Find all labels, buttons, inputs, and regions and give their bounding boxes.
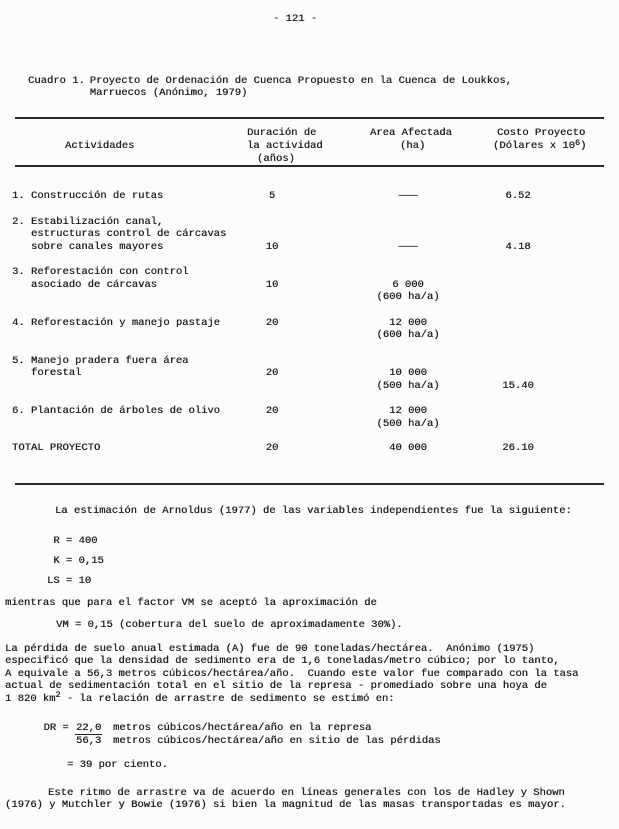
cell-area: 6 000 xyxy=(392,278,424,291)
cell-duration: 20 xyxy=(265,442,279,454)
cost-unit-text: (Dólares x 10 xyxy=(493,140,575,152)
text-line: Este ritmo de arrastre va de acuerdo en líneas generales con los de Hadley y Shown xyxy=(48,787,565,799)
column-header-cost-line1: Costo Proyecto xyxy=(497,127,586,139)
table-caption xyxy=(28,75,512,100)
cell-activity: 1. Construcción de rutas xyxy=(12,190,164,202)
paragraph-soil-loss xyxy=(5,643,617,705)
cell-activity: forestal xyxy=(12,367,82,379)
column-header-duration-line1: Duración de xyxy=(247,127,317,139)
paragraph-arnoldus-intro: La estimación de Arnoldus (1977) de las variables independientes fue la siguiente: xyxy=(55,505,572,517)
text-line: especificó que la densidad de sedimento era de 1,6 toneladas/metro cúbico; por lo tanto, xyxy=(5,655,560,668)
page-number: - 121 - xyxy=(272,13,318,25)
column-header-area-line2: (ha) xyxy=(400,140,426,152)
cell-cost: 15.40 xyxy=(502,379,534,392)
text-line: (1976) y Mutchler y Bowie (1976) si bien la magnitud de las masas transportadas es mayor. xyxy=(5,799,566,812)
column-header-area-line1: Area Afectada xyxy=(370,127,452,139)
dr-label: DR = xyxy=(43,722,75,734)
table-row-line xyxy=(12,354,604,368)
dr-fraction-grid xyxy=(5,722,617,748)
cell-activity: asociado de cárcavas xyxy=(12,278,157,291)
paragraph-vm-intro: mientras que para el factor VM se aceptó la aproximación de xyxy=(5,597,377,609)
cell-area: 40 000 xyxy=(389,442,427,454)
cell-duration: 10 xyxy=(265,240,279,253)
cell-activity: sobre canales mayores xyxy=(12,240,164,253)
table-caption-label: Cuadro 1. xyxy=(28,75,85,87)
text-line: Proyecto de Ordenación de Cuenca Propuesto en la Cuenca de Loukkos, xyxy=(89,75,512,87)
text-line: LS = 10 xyxy=(47,575,92,587)
table-row-line xyxy=(15,329,604,342)
cost-unit-close: ) xyxy=(580,140,587,152)
cell-activity: 3. Reforestación con control xyxy=(12,266,189,278)
dr-numerator: 22,0 xyxy=(76,722,102,734)
equation-block-rkls xyxy=(5,531,617,591)
cell-area: 10 000 xyxy=(389,367,427,379)
cell-duration: 5 xyxy=(268,190,276,202)
dr-unit-line2: metros cúbicos/hectárea/año en sitio de las pérdidas xyxy=(113,735,441,748)
text-line: actual de sedimentación total en el sitio de la represa - promediado sobre una hoya de xyxy=(5,680,547,693)
text-line: K = 0,15 xyxy=(47,555,104,567)
cell-area: (500 ha/a) xyxy=(376,417,440,430)
cell-cost: 4.18 xyxy=(505,240,531,253)
table-row-line xyxy=(12,278,604,292)
table-row-line xyxy=(12,228,604,241)
dr-unit-line1: metros cúbicos/hectárea/año en la represa xyxy=(113,722,372,734)
soil-km-text: 1 820 km xyxy=(5,692,56,705)
cell-duration: 20 xyxy=(265,367,279,379)
dr-result: = 39 por ciento. xyxy=(67,759,168,771)
text-line: A equivale a 56,3 metros cúbicos/hectárea/año. Cuando este valor fue comparado con la tasa xyxy=(5,667,579,680)
text-line: Marruecos (Anónimo, 1979) xyxy=(89,87,248,100)
table-row-line xyxy=(15,380,604,393)
table-row-line xyxy=(12,367,604,380)
cell-cost: 6.52 xyxy=(505,190,531,202)
equation-vm: VM = 0,15 (cobertura del suelo de aproximadamente 30%). xyxy=(56,619,403,631)
soil-km-rest: - la relación de arrastre de sedimento se estimó en: xyxy=(60,692,395,705)
cell-duration: 20 xyxy=(265,405,279,417)
column-header-cost-line2 xyxy=(493,137,587,152)
cell-cost: 26.10 xyxy=(502,442,534,454)
cost-exponent: 6 xyxy=(574,137,581,148)
paragraph-soil-loss-lines xyxy=(5,643,617,693)
text-line: R = 400 xyxy=(47,535,98,547)
cell-area: 12 000 xyxy=(389,316,427,329)
cell-area: (600 ha/a) xyxy=(376,329,440,341)
km-exponent: 2 xyxy=(55,690,61,701)
table-row-line xyxy=(15,418,604,431)
cell-activity: estructuras control de cárcavas xyxy=(12,228,227,240)
cell-area: ——— xyxy=(398,240,418,253)
column-header-duration-line2: la actividad xyxy=(247,140,323,152)
table-row-line xyxy=(12,316,604,330)
cell-activity: 6. Plantación de árboles de olivo xyxy=(12,405,220,417)
cell-area: ——— xyxy=(398,190,418,202)
table-row-line xyxy=(12,215,604,229)
cell-area: 12 000 xyxy=(389,405,427,417)
table-row-total xyxy=(12,442,604,455)
cell-area: (600 ha/a) xyxy=(376,291,440,303)
column-header-activities: Actividades xyxy=(65,140,135,152)
table-body xyxy=(12,167,604,485)
paragraph-soil-loss-lastline xyxy=(5,690,617,705)
column-header-duration-line3: (años) xyxy=(257,153,295,165)
cell-duration: 20 xyxy=(265,316,279,329)
cell-activity: 2. Estabilización canal, xyxy=(12,215,164,228)
cell-area: (500 ha/a) xyxy=(376,379,440,392)
cell-activity: 5. Manejo pradera fuera área xyxy=(12,354,189,367)
equation-dr xyxy=(5,722,617,748)
cell-activity: TOTAL PROYECTO xyxy=(12,442,101,454)
table-row-line xyxy=(12,405,604,418)
text-line: La pérdida de suelo anual estimada (A) fue de 90 toneladas/hectárea. Anónimo (1975) xyxy=(5,643,535,655)
data-table xyxy=(12,117,604,485)
table-row-line xyxy=(12,240,604,254)
table-row-line xyxy=(12,266,604,279)
table-row-line xyxy=(12,190,604,203)
table-row-line xyxy=(15,291,604,304)
paragraph-final xyxy=(5,787,617,812)
table-caption-text xyxy=(90,75,512,100)
cell-duration: 10 xyxy=(265,278,279,291)
table-header-row xyxy=(15,119,604,167)
cell-activity: 4. Reforestación y manejo pastaje xyxy=(12,316,220,329)
dr-denominator: 56,3 xyxy=(76,735,102,748)
